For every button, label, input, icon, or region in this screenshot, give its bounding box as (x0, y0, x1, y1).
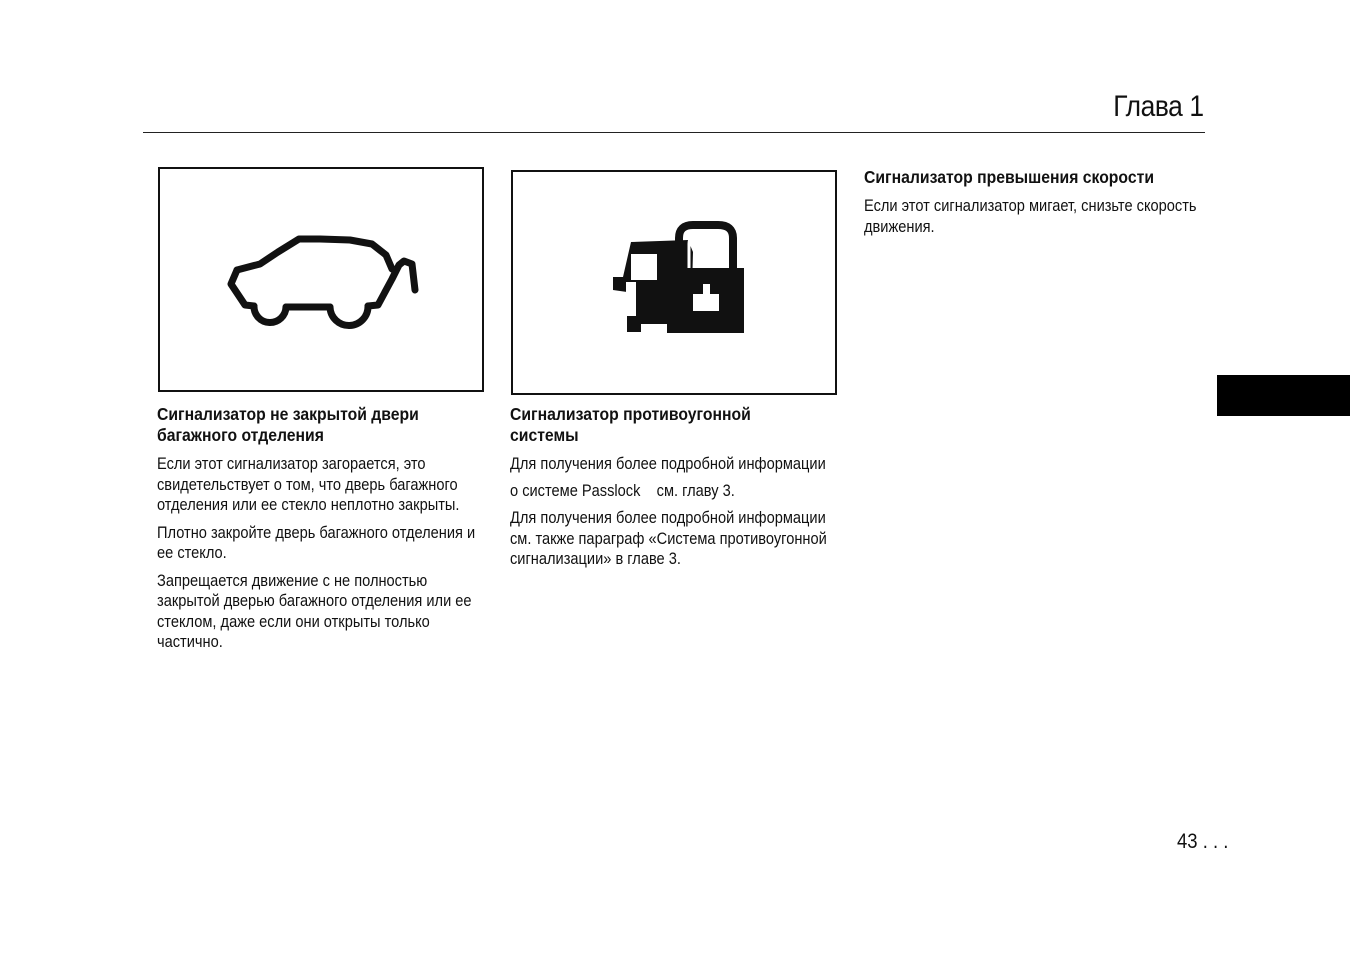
speed-warning-heading: Сигнализатор превышения скорости (864, 167, 1155, 187)
antitheft-paragraph: о системе Passlock см. главу 3. (510, 480, 735, 500)
trunk-open-car-icon (160, 169, 482, 390)
speed-warning-paragraph: Если этот сигнализатор мигает, снизьте скорость движения. (864, 196, 1197, 236)
antitheft-icon-box (511, 170, 837, 395)
trunk-door-section (157, 404, 493, 660)
speed-warning-section (864, 167, 1204, 244)
page-number: 43 . . . (1177, 830, 1229, 853)
antitheft-paragraph: Для получения более подробной информации см. также параграф «Система противоугонной сигнализации» в главе 3. (510, 508, 827, 568)
antitheft-heading-line1: Сигнализатор противоугонной (510, 404, 751, 424)
antitheft-section (510, 404, 846, 577)
trunk-door-heading (157, 404, 493, 446)
trunk-door-heading-line1: Сигнализатор не закрытой двери (157, 404, 419, 424)
antitheft-heading (510, 404, 846, 446)
car-padlock-icon (513, 172, 835, 393)
trunk-warning-icon-box (158, 167, 484, 392)
header-rule (143, 132, 1205, 133)
antitheft-paragraph: Для получения более подробной информации (510, 454, 826, 473)
chapter-title: Глава 1 (1113, 90, 1204, 123)
trunk-door-paragraph: Плотно закройте дверь багажного отделения и ее стекло. (157, 522, 476, 562)
trunk-door-paragraph: Запрещается движение с не полностью закрытой дверью багажного отделения или ее стеклом, даже если они открыты только частично. (157, 570, 472, 651)
chapter-thumb-tab (1217, 375, 1350, 416)
trunk-door-heading-line2: багажного отделения (157, 425, 324, 445)
trunk-door-paragraph: Если этот сигнализатор загорается, это свидетельствует о том, что дверь багажного отделения или ее стекло неплотно закрыты. (157, 454, 460, 514)
antitheft-heading-line2: системы (510, 425, 579, 445)
